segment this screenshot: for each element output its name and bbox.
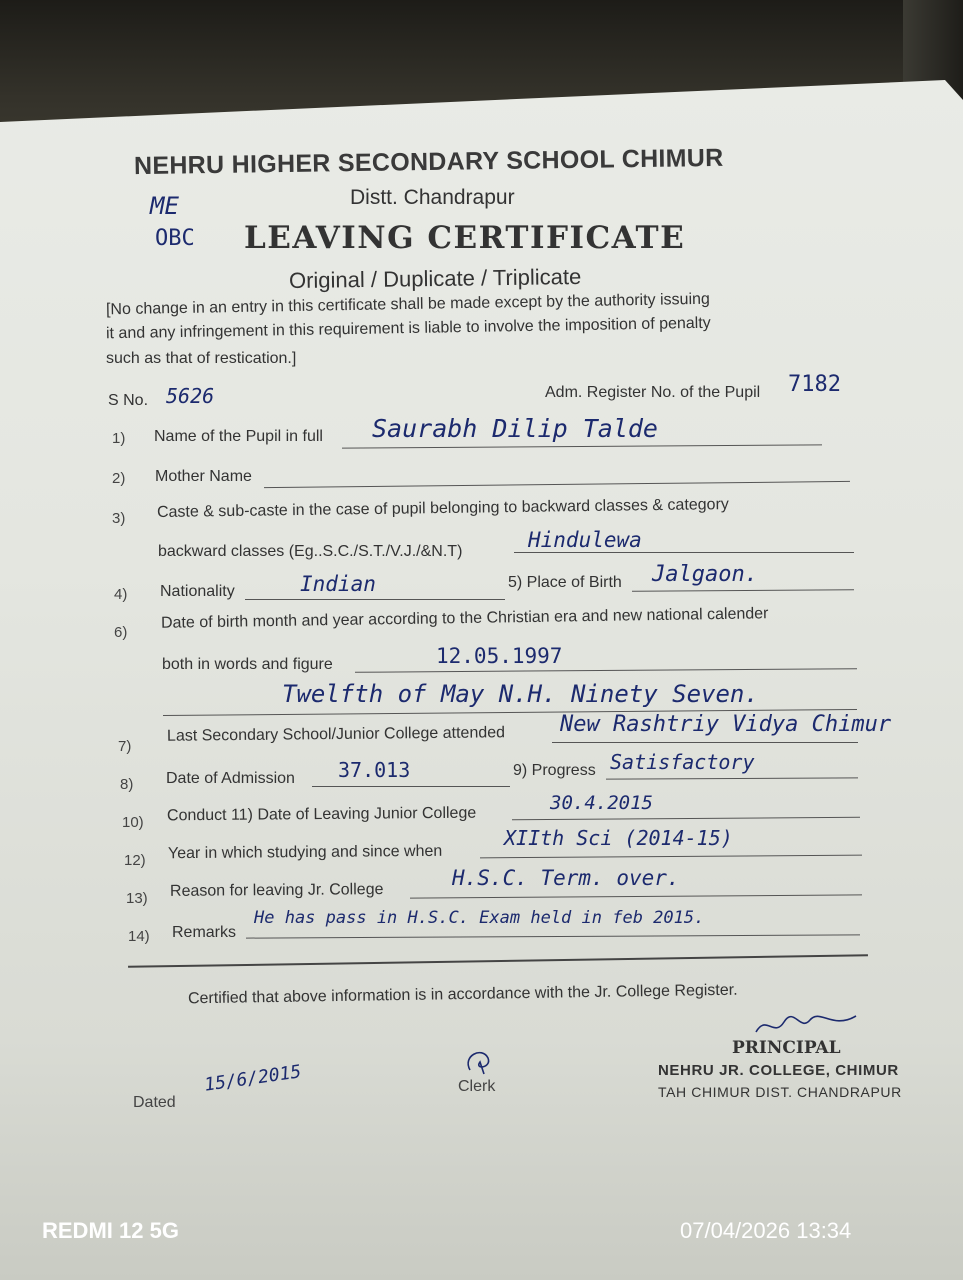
field-5-label: 5) Place of Birth (508, 574, 622, 591)
field-8-line (312, 786, 510, 787)
reason-leaving-value: H.S.C. Term. over. (452, 866, 680, 890)
admission-date-value: 37.013 (338, 758, 411, 782)
dob-words: Twelfth of May N.H. Ninety Seven. (282, 680, 759, 708)
clerk-signature (460, 1046, 500, 1080)
field-3-label: Caste & sub-caste in the case of pupil belonging to backward classes & category (156, 496, 729, 521)
field-12-label: Year in which studying and since when (167, 842, 443, 863)
field-7-line (552, 742, 858, 743)
margin-note-me: ME (150, 192, 179, 220)
notice-line-1: [No change in an entry in this certificate shall be made except by the authority issuing (105, 290, 710, 319)
field-7-label: Last Secondary School/Junior College attended (166, 724, 506, 745)
college-address: TAH CHIMUR DIST. CHANDRAPUR (658, 1084, 902, 1100)
college-stamp: NEHRU JR. COLLEGE, CHIMUR (658, 1062, 899, 1079)
notice-line-3: such as that of restication.] (106, 350, 297, 367)
field-1-label: Name of the Pupil in full (154, 428, 323, 445)
pupil-name: Saurabh Dilip Talde (372, 414, 658, 443)
year-studying-value: XIIth Sci (2014-15) (504, 826, 733, 850)
margin-note-obc: OBC (155, 226, 195, 251)
adm-register-label: Adm. Register No. of the Pupil (545, 384, 761, 401)
principal-label: PRINCIPAL (732, 1038, 841, 1058)
field-4-line (245, 599, 505, 600)
field-4-label: Nationality (160, 583, 235, 600)
field-3-label-2: backward classes (Eg..S.C./S.T./V.J./&N.T) (158, 543, 463, 560)
field-14-num: 14) (128, 928, 150, 945)
field-9-label: 9) Progress (513, 762, 596, 779)
field-10-num: 10) (122, 814, 144, 831)
field-13-label: Reason for leaving Jr. College (169, 881, 384, 900)
field-2-num: 2) (112, 470, 126, 487)
dob-figure: 12.05.1997 (436, 644, 563, 668)
clerk-label: Clerk (458, 1078, 496, 1095)
field-6-label: Date of birth month and year according to the Christian era and new national calender (160, 605, 769, 632)
notice-line-2: it and any infringement in this requirement is liable to involve the imposition of penalty (105, 314, 711, 343)
caste-value: Hindulewa (528, 528, 642, 552)
field-7-num: 7) (118, 738, 132, 755)
leaving-date-value: 30.4.2015 (550, 792, 653, 814)
field-2-label: Mother Name (155, 468, 252, 485)
sno-label: S No. (108, 392, 149, 409)
field-10-label: Conduct 11) Date of Leaving Junior College (166, 804, 477, 825)
dated-value: 15/6/2015 (203, 1061, 303, 1096)
certified-statement: Certified that above information is in accordance with the Jr. College Register. (187, 981, 738, 1008)
remarks-value: He has pass in H.S.C. Exam held in feb 2015. (254, 908, 705, 928)
field-8-num: 8) (120, 776, 134, 793)
field-12-num: 12) (124, 852, 146, 869)
field-1-num: 1) (112, 430, 126, 447)
district: Distt. Chandrapur (350, 186, 515, 209)
nationality-value: Indian (300, 572, 376, 596)
dated-label: Dated (133, 1094, 176, 1111)
sno-value: 5626 (166, 384, 215, 408)
field-3-num: 3) (112, 510, 126, 527)
certificate-title: LEAVING CERTIFICATE (244, 220, 686, 256)
last-school-value: New Rashtriy Vidya Chimur (560, 712, 892, 737)
field-13-num: 13) (126, 890, 148, 907)
school-name: NEHRU HIGHER SECONDARY SCHOOL CHIMUR (133, 143, 724, 181)
field-3-line (514, 552, 854, 553)
copy-type: Original / Duplicate / Triplicate (288, 263, 582, 294)
field-6-num: 6) (114, 624, 128, 641)
camera-timestamp-watermark: 07/04/2026 13:34 (680, 1218, 852, 1243)
field-6-label-2: both in words and figure (162, 656, 333, 673)
camera-device-watermark: REDMI 12 5G (42, 1218, 179, 1243)
progress-value: Satisfactory (610, 750, 755, 774)
adm-register-value: 7182 (788, 372, 841, 397)
place-of-birth-value: Jalgaon. (652, 562, 758, 587)
field-14-label: Remarks (172, 924, 237, 941)
field-8-label: Date of Admission (166, 770, 295, 787)
field-4-num: 4) (114, 586, 128, 603)
